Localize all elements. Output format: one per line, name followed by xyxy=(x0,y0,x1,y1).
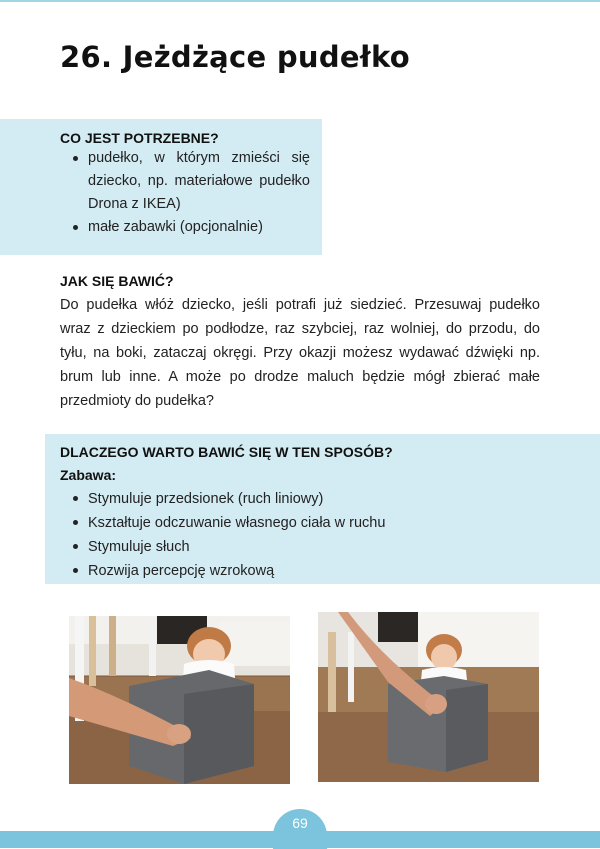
materials-list xyxy=(60,147,310,239)
list-item: Rozwija percepcję wzrokową xyxy=(60,559,540,583)
benefits-heading: DLACZEGO WARTO BAWIĆ SIĘ W TEN SPOSÓB? xyxy=(60,444,393,460)
benefits-subheading: Zabawa: xyxy=(60,467,117,483)
photo-child-in-box-right xyxy=(318,612,539,782)
list-item: Stymuluje przedsionek (ruch liniowy) xyxy=(60,487,540,511)
page-title: 26. Jeżdżące pudełko xyxy=(60,40,410,74)
materials-heading: CO JEST POTRZEBNE? xyxy=(60,130,219,146)
instructions-heading: JAK SIĘ BAWIĆ? xyxy=(60,273,174,289)
list-item: Stymuluje słuch xyxy=(60,535,540,559)
page-number: 69 xyxy=(292,815,308,831)
benefits-list xyxy=(60,487,540,583)
benefits-box xyxy=(45,434,600,584)
top-border-line xyxy=(0,0,600,2)
photo-child-in-box-left xyxy=(69,616,290,784)
list-item: małe zabawki (opcjonalnie) xyxy=(60,216,310,239)
materials-box xyxy=(0,119,322,255)
list-item: pudełko, w którym zmieści się dziecko, np. materiałowe pudełko Drona z IKEA) xyxy=(60,147,310,216)
instructions-text: Do pudełka włóż dziecko, jeśli potrafi już siedzieć. Przesuwaj pudełko wraz z dzieckiem po podłodze, raz szybciej, raz wolniej, do przodu, do tyłu, na boki, zataczaj okręgi. Przy okazji możesz wydawać dźwięki np. brum lub inne. A może po drodze maluch będzie mógł zbierać małe przedmioty do pudełka? xyxy=(60,297,540,409)
list-item: Kształtuje odczuwanie własnego ciała w ruchu xyxy=(60,511,540,535)
